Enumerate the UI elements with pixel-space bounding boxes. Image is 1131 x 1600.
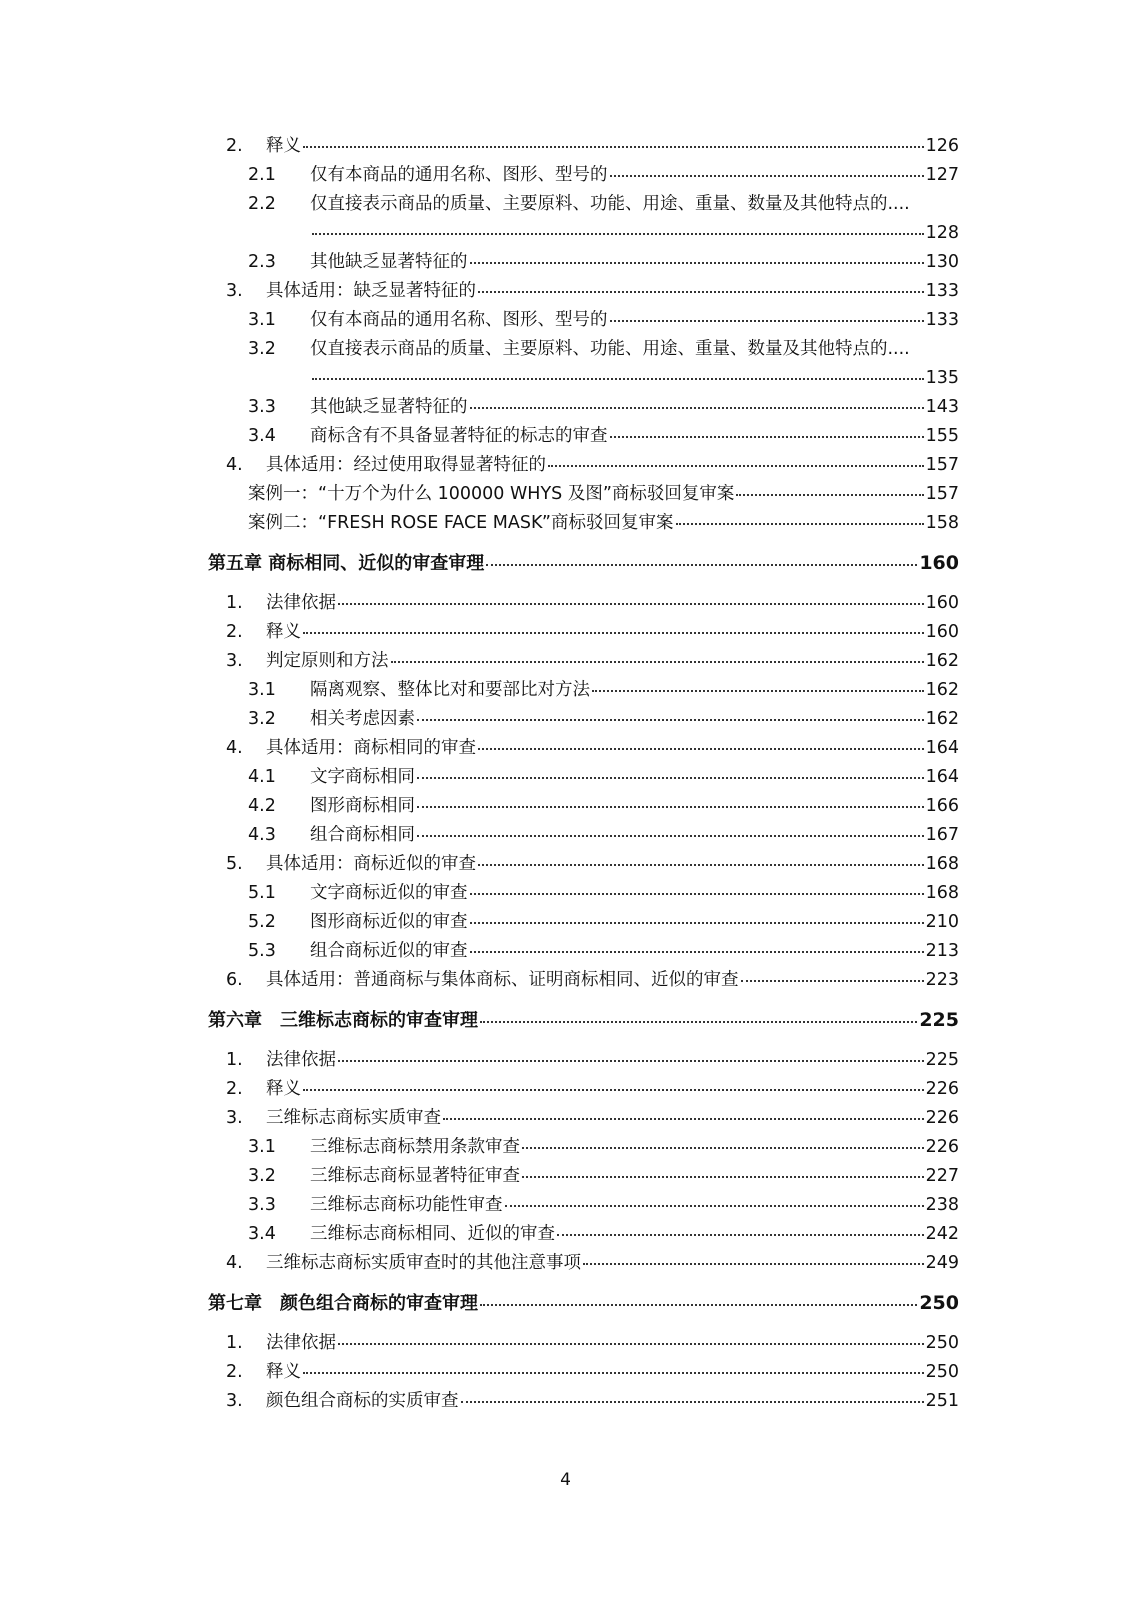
toc-entry-number: 4.1: [248, 767, 276, 787]
toc-entry-number: 5.2: [248, 912, 276, 932]
toc-entry[interactable]: [248, 425, 959, 447]
toc-entry-page: 127: [925, 165, 959, 185]
toc-leader-dots: [480, 1021, 917, 1023]
toc-entry-title: 第七章 颜色组合商标的审查审理: [208, 1293, 478, 1314]
toc-entry[interactable]: [248, 1194, 959, 1216]
toc-entry[interactable]: [248, 193, 959, 215]
toc-entry[interactable]: [248, 1136, 959, 1158]
toc-entry[interactable]: [248, 1223, 959, 1245]
toc-entry-number: 5.: [226, 854, 243, 874]
toc-entry-number: 1.: [226, 593, 243, 613]
toc-leader-dots: [676, 523, 924, 525]
toc-entry-title: 法律依据: [266, 1050, 336, 1070]
toc-entry-number: 3.3: [248, 1195, 276, 1215]
toc-entry-number: 3.: [226, 1108, 243, 1128]
toc-entry-title: 三维标志商标相同、近似的审查: [310, 1224, 555, 1244]
toc-entry-page: 143: [925, 397, 959, 417]
toc-leader-dots: [391, 661, 924, 663]
toc-leader-dots: [303, 632, 924, 634]
toc-entry[interactable]: [226, 621, 959, 643]
toc-entry-page: 162: [925, 651, 959, 671]
toc-entry[interactable]: [226, 1078, 959, 1100]
toc-leader-dots: [417, 806, 924, 808]
toc-entry-title: 第六章 三维标志商标的审查审理: [208, 1010, 478, 1031]
toc-entry-number: 3.1: [248, 310, 276, 330]
toc-entry-title: 仅有本商品的通用名称、图形、型号的: [310, 310, 608, 330]
toc-entry-page: 162: [925, 709, 959, 729]
toc-leader-dots: [486, 564, 917, 566]
toc-entry-number: 3.2: [248, 709, 276, 729]
toc-entry-page: 250: [925, 1362, 959, 1382]
toc-entry-number: 3.1: [248, 680, 276, 700]
toc-entry-number: 2.2: [248, 194, 276, 214]
toc-leader-dots: [478, 291, 924, 293]
toc-entry-number: 4.: [226, 455, 243, 475]
toc-entry-page: 213: [925, 941, 959, 961]
toc-entry-title: 具体适用：商标近似的审查: [266, 854, 476, 874]
toc-entry-title: 判定原则和方法: [266, 651, 389, 671]
toc-entry-title: 组合商标近似的审查: [310, 941, 468, 961]
toc-leader-dots: [470, 951, 924, 953]
toc-leader-dots: [505, 1205, 924, 1207]
toc-leader-dots: [478, 748, 924, 750]
toc-leader-dots: [303, 1089, 924, 1091]
toc-entry-title: 其他缺乏显著特征的: [310, 252, 468, 272]
toc-entry-title: 文字商标相同: [310, 767, 415, 787]
toc-leader-dots: [480, 1304, 917, 1306]
toc-leader-dots: [522, 1147, 924, 1149]
toc-entry[interactable]: [248, 766, 959, 788]
toc-entry-page: 155: [925, 426, 959, 446]
toc-entry[interactable]: [248, 512, 959, 534]
toc-entry[interactable]: [226, 1252, 959, 1274]
toc-leader-dots: [303, 1372, 924, 1374]
toc-entry-number: 3.1: [248, 1137, 276, 1157]
toc-entry-number: 2.: [226, 622, 243, 642]
toc-entry-page: 126: [925, 136, 959, 156]
toc-entry[interactable]: [226, 1390, 959, 1412]
toc-entry-page: 128: [925, 223, 959, 243]
toc-leader-dots: [461, 1401, 924, 1403]
toc-entry-title: 商标含有不具备显著特征的标志的审查: [310, 426, 608, 446]
toc-entry-title: 相关考虑因素: [310, 709, 415, 729]
toc-entry-title: 组合商标相同: [310, 825, 415, 845]
toc-leader-dots: [312, 378, 924, 380]
toc-entry-page: 227: [925, 1166, 959, 1186]
toc-entry-page: 210: [925, 912, 959, 932]
toc-entry[interactable]: [310, 367, 959, 389]
toc-leader-dots: [338, 1060, 924, 1062]
toc-entry[interactable]: [248, 1165, 959, 1187]
toc-entry[interactable]: [248, 708, 959, 730]
toc-entry-title: 仅直接表示商品的质量、主要原料、功能、用途、重量、数量及其他特点的....: [310, 339, 910, 359]
toc-entry-title: 释义: [266, 622, 301, 642]
toc-leader-dots: [417, 719, 924, 721]
toc-entry-number: 3.2: [248, 339, 276, 359]
toc-entry-page: 249: [925, 1253, 959, 1273]
toc-entry-title: 案例二：“FRESH ROSE FACE MASK”商标驳回复审案: [248, 513, 674, 533]
toc-entry-title: 仅有本商品的通用名称、图形、型号的: [310, 165, 608, 185]
toc-entry-page: 251: [925, 1391, 959, 1411]
toc-entry-title: 具体适用：经过使用取得显著特征的: [266, 455, 546, 475]
toc-entry-page: 168: [925, 854, 959, 874]
toc-entry-number: 4.: [226, 738, 243, 758]
toc-entry-number: 2.1: [248, 165, 276, 185]
toc-entry-title: 具体适用：商标相同的审查: [266, 738, 476, 758]
toc-leader-dots: [470, 893, 924, 895]
toc-leader-dots: [470, 262, 924, 264]
toc-leader-dots: [470, 922, 924, 924]
toc-entry[interactable]: [226, 1107, 959, 1129]
toc-entry-page: 133: [925, 310, 959, 330]
toc-entry[interactable]: [226, 1361, 959, 1383]
toc-entry[interactable]: [226, 280, 959, 302]
toc-entry-page: 167: [925, 825, 959, 845]
toc-entry-page: 238: [925, 1195, 959, 1215]
toc-entry-title: 图形商标近似的审查: [310, 912, 468, 932]
toc-entry-title: 其他缺乏显著特征的: [310, 397, 468, 417]
toc-entry[interactable]: [226, 1049, 959, 1071]
toc-entry[interactable]: [248, 164, 959, 186]
toc-leader-dots: [443, 1118, 924, 1120]
toc-entry[interactable]: [226, 853, 959, 875]
toc-entry-title: 图形商标相同: [310, 796, 415, 816]
toc-entry-page: 162: [925, 680, 959, 700]
toc-entry-title: 具体适用：普通商标与集体商标、证明商标相同、近似的审查: [266, 970, 739, 990]
toc-entry-title: 释义: [266, 1362, 301, 1382]
toc-entry[interactable]: [248, 940, 959, 962]
toc-entry-page: 160: [919, 552, 959, 574]
toc-entry-number: 6.: [226, 970, 243, 990]
toc-chapter-entry[interactable]: [208, 1292, 959, 1315]
toc-entry-title: 释义: [266, 136, 301, 156]
toc-entry-page: 242: [925, 1224, 959, 1244]
toc-entry-page: 250: [925, 1333, 959, 1353]
toc-entry-number: 2.: [226, 1079, 243, 1099]
toc-leader-dots: [583, 1263, 924, 1265]
toc-leader-dots: [470, 407, 924, 409]
toc-entry-page: 164: [925, 738, 959, 758]
toc-entry[interactable]: [226, 454, 959, 476]
toc-chapter-entry[interactable]: [208, 552, 959, 575]
toc-leader-dots: [312, 233, 924, 235]
toc-entry[interactable]: [248, 679, 959, 701]
toc-entry[interactable]: [310, 222, 959, 244]
toc-entry[interactable]: [248, 396, 959, 418]
toc-entry-title: 三维标志商标功能性审查: [310, 1195, 503, 1215]
toc-entry[interactable]: [248, 882, 959, 904]
toc-entry-page: 226: [925, 1137, 959, 1157]
toc-entry-title: 三维标志商标实质审查时的其他注意事项: [266, 1253, 581, 1273]
toc-leader-dots: [741, 980, 924, 982]
toc-entry[interactable]: [248, 795, 959, 817]
toc-entry[interactable]: [226, 1332, 959, 1354]
toc-entry-title: 具体适用：缺乏显著特征的: [266, 281, 476, 301]
toc-entry-page: 164: [925, 767, 959, 787]
toc-entry-page: 135: [925, 368, 959, 388]
toc-entry[interactable]: [226, 592, 959, 614]
toc-entry[interactable]: [248, 338, 959, 360]
toc-leader-dots: [557, 1234, 924, 1236]
toc-entry[interactable]: [248, 483, 959, 505]
toc-entry-number: 4.2: [248, 796, 276, 816]
toc-leader-dots: [610, 436, 924, 438]
toc-chapter-entry[interactable]: [208, 1009, 959, 1032]
toc-entry-title: 仅直接表示商品的质量、主要原料、功能、用途、重量、数量及其他特点的....: [310, 194, 910, 214]
toc-leader-dots: [417, 777, 924, 779]
toc-entry-number: 3.4: [248, 1224, 276, 1244]
toc-entry-number: 3.: [226, 651, 243, 671]
toc-entry-number: 4.: [226, 1253, 243, 1273]
toc-entry-title: 三维标志商标禁用条款审查: [310, 1137, 520, 1157]
toc-leader-dots: [338, 1343, 924, 1345]
toc-entry-page: 158: [925, 513, 959, 533]
toc-entry[interactable]: [226, 650, 959, 672]
toc-entry-page: 250: [919, 1292, 959, 1314]
toc-entry-page: 168: [925, 883, 959, 903]
toc-entry-title: 法律依据: [266, 593, 336, 613]
toc-entry-number: 5.3: [248, 941, 276, 961]
toc-leader-dots: [338, 603, 924, 605]
toc-entry-number: 1.: [226, 1050, 243, 1070]
toc-entry-number: 4.3: [248, 825, 276, 845]
toc-entry[interactable]: [226, 969, 959, 991]
toc-entry-page: 166: [925, 796, 959, 816]
toc-entry-title: 释义: [266, 1079, 301, 1099]
toc-entry-number: 3.: [226, 281, 243, 301]
page-number: 4: [560, 1470, 571, 1490]
toc-entry-number: 3.2: [248, 1166, 276, 1186]
toc-entry-page: 223: [925, 970, 959, 990]
toc-entry[interactable]: [248, 251, 959, 273]
toc-entry-page: 133: [925, 281, 959, 301]
toc-entry-title: 颜色组合商标的实质审查: [266, 1391, 459, 1411]
toc-leader-dots: [478, 864, 924, 866]
toc-leader-dots: [417, 835, 924, 837]
toc-entry-title: 第五章 商标相同、近似的审查审理: [208, 553, 485, 574]
toc-entry-title: 三维标志商标实质审查: [266, 1108, 441, 1128]
toc-leader-dots: [522, 1176, 924, 1178]
toc-entry-page: 160: [925, 622, 959, 642]
toc-entry-title: 案例一：“十万个为什么 100000 WHYS 及图”商标驳回复审案: [248, 484, 735, 504]
toc-entry-page: 225: [925, 1050, 959, 1070]
toc-entry-title: 文字商标近似的审查: [310, 883, 468, 903]
toc-entry[interactable]: [248, 309, 959, 331]
toc-entry[interactable]: [248, 824, 959, 846]
toc-leader-dots: [736, 494, 923, 496]
toc-entry[interactable]: [226, 135, 959, 157]
toc-leader-dots: [548, 465, 924, 467]
toc-entry-number: 2.: [226, 1362, 243, 1382]
toc-leader-dots: [303, 146, 924, 148]
toc-leader-dots: [610, 320, 924, 322]
toc-entry-page: 226: [925, 1079, 959, 1099]
toc-entry-title: 法律依据: [266, 1333, 336, 1353]
toc-entry-number: 2.3: [248, 252, 276, 272]
toc-entry-page: 160: [925, 593, 959, 613]
toc-leader-dots: [592, 690, 924, 692]
toc-entry-page: 130: [925, 252, 959, 272]
toc-entry-page: 226: [925, 1108, 959, 1128]
toc-entry[interactable]: [226, 737, 959, 759]
toc-entry-page: 157: [925, 455, 959, 475]
toc-entry-number: 2.: [226, 136, 243, 156]
toc-entry-page: 225: [919, 1009, 959, 1031]
toc-leader-dots: [610, 175, 924, 177]
toc-entry-title: 三维标志商标显著特征审查: [310, 1166, 520, 1186]
toc-entry[interactable]: [248, 911, 959, 933]
toc-entry-number: 5.1: [248, 883, 276, 903]
toc-entry-page: 157: [925, 484, 959, 504]
toc-entry-number: 1.: [226, 1333, 243, 1353]
toc-entry-number: 3.4: [248, 426, 276, 446]
toc-entry-title: 隔离观察、整体比对和要部比对方法: [310, 680, 590, 700]
toc-entry-number: 3.: [226, 1391, 243, 1411]
toc-entry-number: 3.3: [248, 397, 276, 417]
